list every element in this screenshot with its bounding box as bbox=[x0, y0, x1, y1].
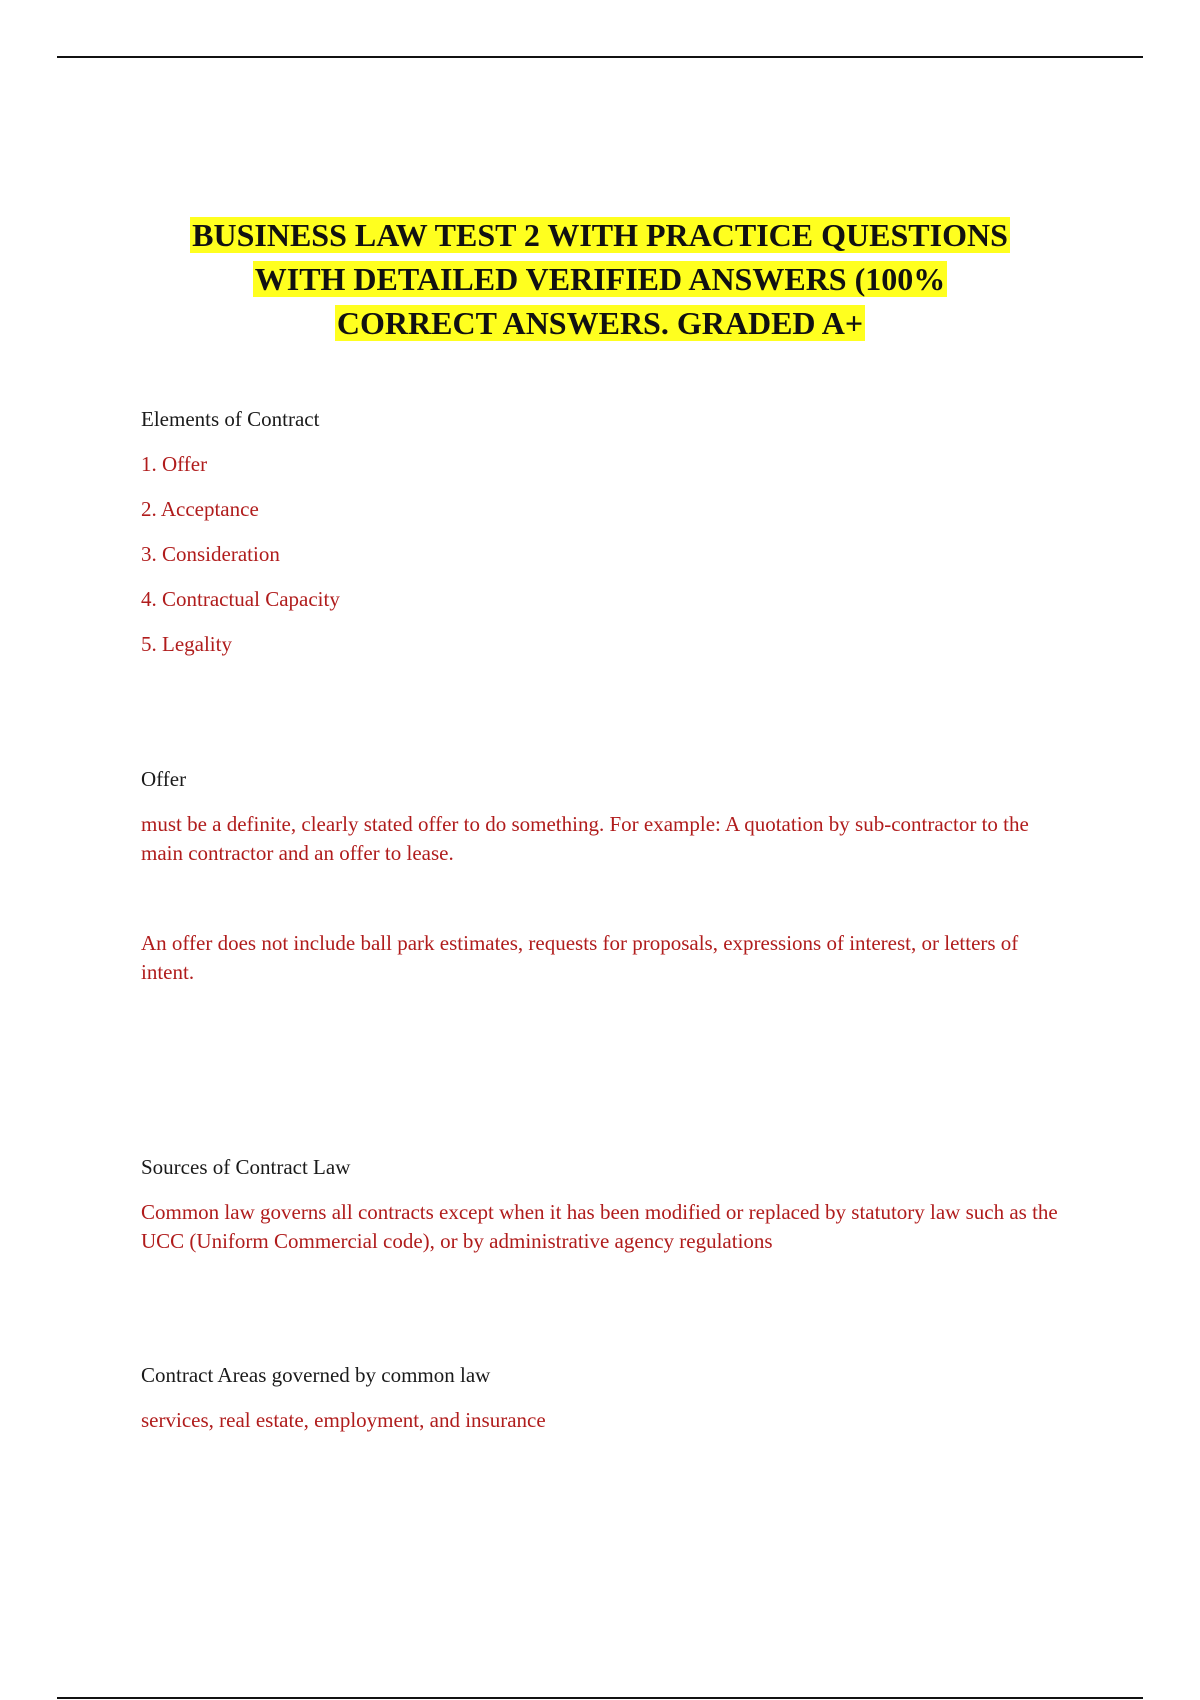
title-line-3: CORRECT ANSWERS. GRADED A+ bbox=[336, 305, 864, 341]
sources-definition: Common law governs all contracts except when it has been modified or replaced by statutory law such as the UCC (Uniform Commercial code), or by administrative agency regulations bbox=[141, 1200, 1058, 1253]
term-offer: Offer bbox=[141, 767, 187, 791]
document-body bbox=[141, 405, 1061, 1435]
section-elements-of-contract bbox=[141, 405, 1061, 659]
list-item-consideration: 3. Consideration bbox=[141, 542, 280, 566]
offer-definition: must be a definite, clearly stated offer to do something. For example: A quotation by sub-contractor to the main contractor and an offer to lease. bbox=[141, 812, 1029, 865]
top-rule bbox=[57, 56, 1143, 58]
section-offer bbox=[141, 765, 1061, 987]
list-item-legality: 5. Legality bbox=[141, 632, 232, 656]
list-item-acceptance: 2. Acceptance bbox=[141, 497, 259, 521]
term-elements-of-contract: Elements of Contract bbox=[141, 407, 320, 431]
document-title bbox=[90, 213, 1110, 345]
term-sources-of-contract-law: Sources of Contract Law bbox=[141, 1155, 351, 1179]
section-common-law-areas bbox=[141, 1361, 1061, 1435]
title-line-2: WITH DETAILED VERIFIED ANSWERS (100% bbox=[254, 261, 946, 297]
bottom-rule bbox=[57, 1697, 1143, 1699]
section-sources-of-contract-law bbox=[141, 1153, 1061, 1256]
term-common-law-areas: Contract Areas governed by common law bbox=[141, 1363, 491, 1387]
common-law-areas-definition: services, real estate, employment, and insurance bbox=[141, 1408, 546, 1432]
offer-exclusions: An offer does not include ball park estimates, requests for proposals, expressions of interest, or letters of intent. bbox=[141, 931, 1019, 984]
title-line-1: BUSINESS LAW TEST 2 WITH PRACTICE QUESTIONS bbox=[192, 217, 1008, 253]
list-item-offer: 1. Offer bbox=[141, 452, 208, 476]
list-item-contractual-capacity: 4. Contractual Capacity bbox=[141, 587, 340, 611]
